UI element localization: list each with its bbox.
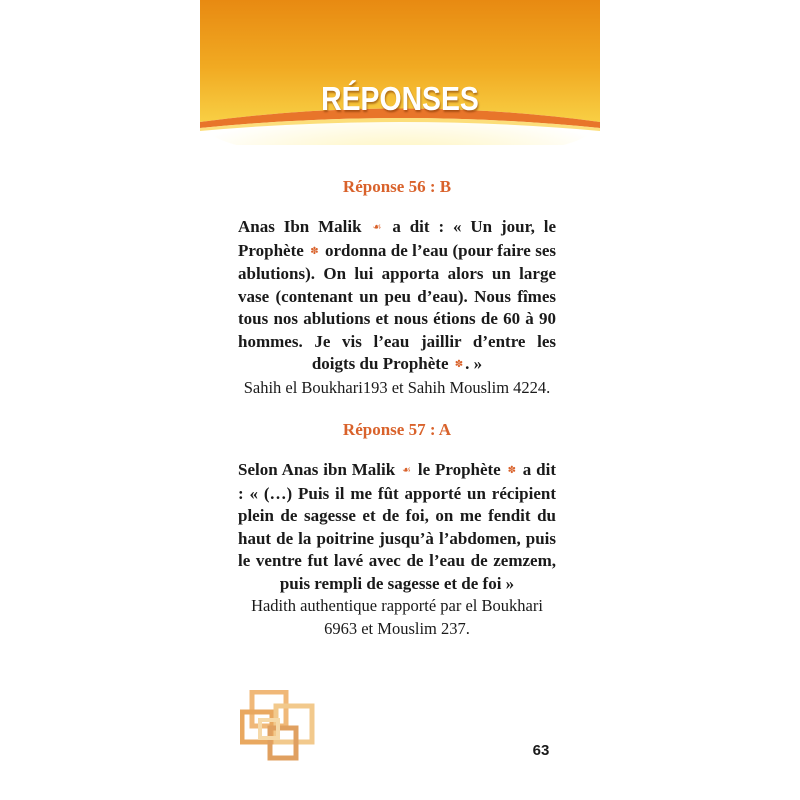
page-number: 63 [532,742,550,759]
answer-56-heading: Réponse 56 : B [342,177,452,196]
answer-57-heading: Réponse 57 : A [342,420,452,439]
banner-background [200,0,600,145]
answers-content [238,176,556,640]
answer-57-quote [238,459,556,595]
answer-57-source: Hadith authentique rapporté par el Boukhari 6963 et Mouslim 237. [251,596,543,638]
geometric-ornament-icon [240,690,316,762]
salla-allahu-alayhi-glyph-icon: ✽ [310,245,319,257]
radiya-allahu-anhu-glyph-icon: ☙ [402,465,411,476]
quote-text: . » [465,354,483,373]
quote-text: a dit : « Un jour, le Prophète [238,217,556,260]
quote-text: a dit : « (…) Puis il me fût apporté un récipient plein de sagesse et de foi, on me fendit du haut de la poitrine jusqu’à l’abdomen, puis le ventre fut lavé avec de l’eau de zemzem, puis rempli de sagesse et de foi » [238,460,556,593]
book-page [200,0,600,800]
answer-56-quote [238,216,556,377]
quote-text: ordonna de l’eau (pour faire ses ablutions). On lui apporta alors un large vase (contenant un peu d’eau). Nous fîmes tous nos ablutions et nous étions de 60 à 90 hommes. Je vis l’eau jaillir d’entre les doigts du Prophète [238,240,556,373]
quote-text: Selon Anas ibn Malik [238,460,401,479]
answer-56-source: Sahih el Boukhari193 et Sahih Mouslim 4224. [243,377,551,397]
quote-text: le Prophète [413,460,506,479]
header-banner [200,0,600,145]
quote-text: Anas Ibn Malik [238,217,371,236]
salla-allahu-alayhi-glyph-icon: ✽ [454,359,464,370]
radiya-allahu-anhu-glyph-icon: ☙ [372,222,382,233]
page-title: RÉPONSES [321,80,479,117]
salla-allahu-alayhi-glyph-icon: ✽ [507,465,516,476]
